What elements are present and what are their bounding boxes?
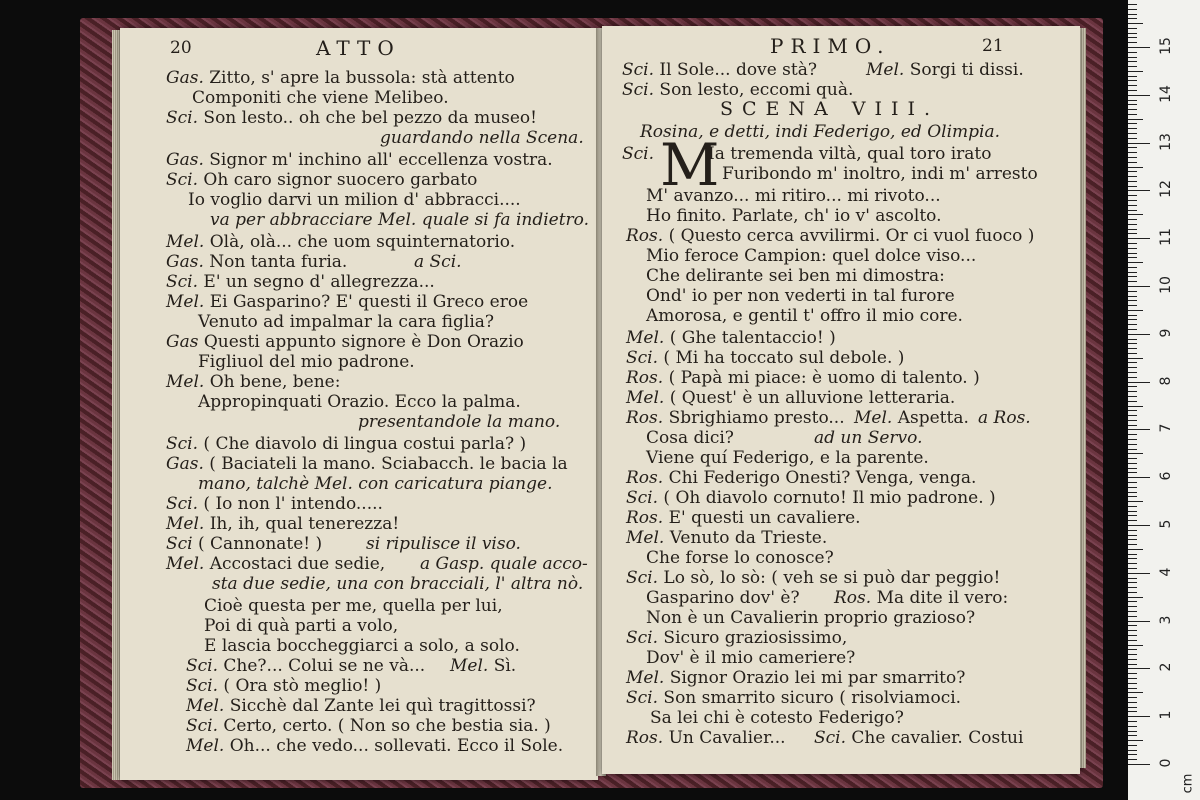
ruler-tick — [1128, 554, 1137, 555]
drop-cap: M — [660, 131, 720, 199]
text-line: Componiti che viene Melibeo. — [192, 88, 449, 108]
ruler-tick — [1128, 186, 1137, 187]
ruler-tick — [1128, 578, 1137, 579]
ruler-tick — [1128, 123, 1137, 124]
text-line: Figliuol del mio padrone. — [198, 352, 415, 372]
ruler-tick — [1128, 587, 1137, 588]
ruler-tick — [1128, 463, 1137, 464]
ruler-tick — [1128, 377, 1137, 378]
page-number: 20 — [170, 38, 192, 58]
ruler-tick — [1128, 707, 1137, 708]
ruler-tick — [1128, 205, 1137, 206]
text-line: Sci. ( Io non l' intendo..... — [166, 494, 383, 514]
ruler-tick — [1128, 482, 1137, 483]
ruler-tick — [1128, 511, 1137, 512]
ruler-number: 0 — [1158, 758, 1174, 768]
ruler-tick — [1128, 57, 1137, 58]
ruler-tick — [1128, 300, 1137, 301]
ruler-tick — [1128, 458, 1137, 459]
text-line: Ros. Chi Federigo Onesti? Venga, venga. — [626, 468, 977, 488]
right-page — [602, 26, 1080, 774]
ruler-tick — [1128, 143, 1150, 144]
text-line: Non è un Cavalierin proprio grazioso? — [646, 608, 976, 628]
ruler-tick — [1128, 496, 1137, 497]
ruler-number: 14 — [1158, 84, 1174, 103]
ruler-tick — [1128, 147, 1137, 148]
ruler-tick — [1128, 367, 1137, 368]
ruler-tick — [1128, 167, 1143, 168]
ruler-tick — [1128, 291, 1137, 292]
ruler-tick — [1128, 90, 1137, 91]
ruler-tick — [1128, 750, 1137, 751]
scene-title: SCENA VIII. — [720, 98, 940, 120]
ruler-tick — [1128, 759, 1137, 760]
ruler-tick — [1128, 162, 1137, 163]
text-line: Mel. Signor Orazio lei mi par smarrito? — [626, 668, 966, 688]
ruler-tick — [1128, 276, 1137, 277]
stage-direction: ad un Servo. — [814, 428, 923, 448]
ruler-tick — [1128, 453, 1143, 454]
text-line: Gas. Non tanta furia. — [166, 252, 348, 272]
ruler-tick — [1128, 487, 1137, 488]
ruler-tick — [1128, 472, 1137, 473]
ruler-unit: cm — [1180, 773, 1196, 794]
page-number: 21 — [982, 36, 1004, 56]
text-line: Ros. Un Cavalier... — [626, 728, 786, 748]
stage-direction: mano, talchè Mel. con caricatura piange. — [198, 474, 553, 494]
ruler-tick — [1128, 80, 1137, 81]
ruler-tick — [1128, 692, 1143, 693]
ruler-tick — [1128, 592, 1137, 593]
ruler-tick — [1128, 520, 1137, 521]
ruler-tick — [1128, 171, 1137, 172]
text-line: Sa lei chi è cotesto Federigo? — [650, 708, 904, 728]
ruler-tick — [1128, 257, 1137, 258]
text-line: Sci. Oh caro signor suocero garbato — [166, 170, 478, 190]
ruler-number: 1 — [1158, 710, 1174, 720]
ruler-tick — [1128, 353, 1137, 354]
ruler-tick — [1128, 28, 1137, 29]
ruler-tick — [1128, 219, 1137, 220]
ruler-tick — [1128, 9, 1137, 10]
text-line: Sci ( Cannonate! ) — [166, 534, 323, 554]
text-line: Sci. ( Ora stò meglio! ) — [186, 676, 382, 696]
text-line: Ho finito. Parlate, ch' io v' ascolto. — [646, 206, 942, 226]
text-line: Gas Questi appunto signore è Don Orazio — [166, 332, 524, 352]
ruler-tick — [1128, 764, 1150, 765]
text-line: Dov' è il mio cameriere? — [646, 648, 856, 668]
ruler-tick — [1128, 61, 1137, 62]
ruler-tick — [1128, 362, 1137, 363]
stage-direction: guardando nella Scena. — [380, 128, 584, 148]
ruler-number: 9 — [1158, 328, 1174, 338]
ruler-tick — [1128, 468, 1137, 469]
ruler-number: 2 — [1158, 662, 1174, 672]
ruler-number: 11 — [1158, 228, 1174, 247]
ruler-tick — [1128, 606, 1137, 607]
ruler-tick — [1128, 535, 1137, 536]
text-line: Venuto ad impalmar la cara figlia? — [198, 312, 495, 332]
text-line: Mel. ( Ghe talentaccio! ) — [626, 328, 836, 348]
text-line: Gas. Zitto, s' apre la bussola: stà attento — [166, 68, 515, 88]
ruler-tick — [1128, 616, 1137, 617]
text-line: Mel. ( Quest' è un alluvione letteraria. — [626, 388, 956, 408]
text-line: Sci. Il Sole... dove stà? — [622, 60, 817, 80]
text-line: Sci. E' un segno d' allegrezza... — [166, 272, 435, 292]
ruler-tick — [1128, 42, 1137, 43]
text-line: Mel. Sicchè dal Zante lei quì tragittossi? — [186, 696, 536, 716]
ruler-tick — [1128, 635, 1137, 636]
ruler-tick — [1128, 735, 1137, 736]
ruler-tick — [1128, 262, 1143, 263]
ruler-tick — [1128, 95, 1150, 96]
ruler-tick — [1128, 339, 1137, 340]
stage-direction: va per abbracciare Mel. quale si fa indietro. — [210, 210, 590, 230]
ruler-tick — [1128, 138, 1137, 139]
text-line: Mel. Accostaci due sedie, — [166, 554, 386, 574]
ruler-tick — [1128, 248, 1137, 249]
ruler-tick — [1128, 334, 1150, 335]
ruler-tick — [1128, 109, 1137, 110]
ruler-tick — [1128, 501, 1143, 502]
ruler-tick — [1128, 324, 1137, 325]
ruler-number: 12 — [1158, 180, 1174, 199]
ruler-tick — [1128, 114, 1137, 115]
ruler-tick — [1128, 582, 1137, 583]
ruler-tick — [1128, 673, 1137, 674]
ruler-tick — [1128, 85, 1137, 86]
ruler-tick — [1128, 243, 1137, 244]
text-line: Mel. Sorgi ti dissi. — [866, 60, 1024, 80]
left-page — [120, 28, 598, 780]
ruler-tick — [1128, 386, 1137, 387]
text-line: Ros. ( Papà mi piace: è uomo di talento. ) — [626, 368, 980, 388]
ruler-number: 13 — [1158, 132, 1174, 151]
ruler-tick — [1128, 754, 1137, 755]
stage-direction: a Gasp. quale acco- — [420, 554, 588, 574]
text-line: Ros. Sbrighiamo presto... — [626, 408, 845, 428]
text-line: Poi di quà parti a volo, — [204, 616, 399, 636]
ruler-tick — [1128, 630, 1137, 631]
text-line: Sci. Che?... Colui se ne và... — [186, 656, 426, 676]
stage-direction: presentandole la mano. — [358, 412, 561, 432]
text-line: Gas. ( Baciateli la mano. Sciabacch. le bacia la — [166, 454, 568, 474]
ruler-tick — [1128, 549, 1143, 550]
text-line: Sci. Son smarrito sicuro ( risolviamoci. — [626, 688, 962, 708]
ruler-tick — [1128, 740, 1143, 741]
ruler-tick — [1128, 664, 1137, 665]
ruler-tick — [1128, 597, 1143, 598]
ruler-tick — [1128, 37, 1137, 38]
ruler-tick — [1128, 224, 1137, 225]
ruler-tick — [1128, 444, 1137, 445]
ruler-number: 3 — [1158, 615, 1174, 625]
ruler-number: 6 — [1158, 471, 1174, 481]
ruler-tick — [1128, 621, 1150, 622]
ruler-tick — [1128, 310, 1143, 311]
ruler-tick — [1128, 563, 1137, 564]
ruler-tick — [1128, 640, 1137, 641]
ruler-tick — [1128, 401, 1137, 402]
ruler-tick — [1128, 176, 1137, 177]
text-line: Ros. ( Questo cerca avvilirmi. Or ci vuol fuoco ) — [626, 226, 1035, 246]
ruler-tick — [1128, 71, 1143, 72]
ruler-tick — [1128, 305, 1137, 306]
ruler-tick — [1128, 711, 1137, 712]
ruler-tick — [1128, 716, 1150, 717]
ruler-tick — [1128, 128, 1137, 129]
text-line: Sci. ( Mi ha toccato sul debole. ) — [626, 348, 905, 368]
ruler-tick — [1128, 23, 1143, 24]
text-line: Mel. Oh... che vedo... sollevati. Ecco il Sole. — [186, 736, 564, 756]
ruler-tick — [1128, 52, 1137, 53]
ruler-tick — [1128, 229, 1137, 230]
ruler-tick — [1128, 649, 1137, 650]
ruler-tick — [1128, 76, 1137, 77]
ruler-tick — [1128, 315, 1137, 316]
ruler-tick — [1128, 668, 1150, 669]
ruler-tick — [1128, 439, 1137, 440]
text-line: M' avanzo... mi ritiro... mi rivoto... — [646, 186, 941, 206]
running-head: ATTO — [316, 36, 401, 60]
ruler-tick — [1128, 391, 1137, 392]
ruler-tick — [1128, 544, 1137, 545]
ruler-tick — [1128, 420, 1137, 421]
ruler-number: 10 — [1158, 276, 1174, 294]
ruler-tick — [1128, 286, 1150, 287]
ruler-tick — [1128, 688, 1137, 689]
ruler-tick — [1128, 396, 1137, 397]
ruler-tick — [1128, 645, 1143, 646]
stage-direction: a Sci. — [414, 252, 462, 272]
text-line: E lascia boccheggiarci a solo, a solo. — [204, 636, 520, 656]
ruler-tick — [1128, 33, 1137, 34]
text-line: Mel. Aspetta. — [854, 408, 969, 428]
ruler-tick — [1128, 515, 1137, 516]
ruler-tick — [1128, 372, 1137, 373]
text-line: Cioè questa per me, quella per lui, — [204, 596, 503, 616]
text-line: Sci. Certo, certo. ( Non so che bestia sia. ) — [186, 716, 551, 736]
text-line: Che forse lo conosce? — [646, 548, 834, 568]
stage-direction: sta due sedie, una con bracciali, l' altra nò. — [212, 574, 584, 594]
text-line: Mel. Sì. — [450, 656, 517, 676]
ruler-tick — [1128, 343, 1137, 344]
text-line: Sci. ( Oh diavolo cornuto! Il mio padrone. ) — [626, 488, 996, 508]
ruler-tick — [1128, 539, 1137, 540]
ruler-tick — [1128, 425, 1137, 426]
ruler-tick — [1128, 601, 1137, 602]
ruler-tick — [1128, 449, 1137, 450]
ruler-tick — [1128, 296, 1137, 297]
measuring-ruler — [1128, 0, 1200, 800]
ruler-tick — [1128, 181, 1137, 182]
ruler-tick — [1128, 253, 1137, 254]
ruler-tick — [1128, 157, 1137, 158]
text-line: Appropinquati Orazio. Ecco la palma. — [198, 392, 521, 412]
text-line: Mel. Venuto da Trieste. — [626, 528, 828, 548]
ruler-tick — [1128, 210, 1137, 211]
text-line: Sci. Che cavalier. Costui — [814, 728, 1024, 748]
text-line: Mel. Olà, olà... che uom squinternatorio. — [166, 232, 516, 252]
ruler-tick — [1128, 702, 1137, 703]
ruler-tick — [1128, 18, 1137, 19]
ruler-tick — [1128, 654, 1137, 655]
ruler-tick — [1128, 200, 1137, 201]
ruler-tick — [1128, 348, 1137, 349]
ruler-tick — [1128, 47, 1150, 48]
text-line: Sci. Lo sò, lo sò: ( veh se si può dar peggio! — [626, 568, 1001, 588]
ruler-number: 4 — [1158, 567, 1174, 577]
ruler-tick — [1128, 568, 1137, 569]
text-line: Sci. Son lesto, eccomi quà. — [622, 80, 854, 100]
ruler-tick — [1128, 745, 1137, 746]
ruler-tick — [1128, 233, 1137, 234]
ruler-number: 8 — [1158, 376, 1174, 386]
text-line: Ros. Ma dite il vero: — [834, 588, 1009, 608]
ruler-number: 7 — [1158, 423, 1174, 433]
running-head: PRIMO. — [770, 34, 891, 58]
ruler-tick — [1128, 152, 1137, 153]
ruler-tick — [1128, 415, 1137, 416]
text-line: Mel. Ei Gasparino? E' questi il Greco eroe — [166, 292, 529, 312]
ruler-tick — [1128, 133, 1137, 134]
text-line: Mel. Oh bene, bene: — [166, 372, 341, 392]
ruler-tick — [1128, 530, 1137, 531]
text-line: Mel. Ih, ih, qual tenerezza! — [166, 514, 400, 534]
ruler-tick — [1128, 214, 1143, 215]
text-line: Ros. E' questi un cavaliere. — [626, 508, 861, 528]
ruler-tick — [1128, 721, 1137, 722]
ruler-tick — [1128, 573, 1150, 574]
text-line: Ond' io per non vederti in tal furore — [646, 286, 955, 306]
ruler-tick — [1128, 281, 1137, 282]
text-line: Sci. Son lesto.. oh che bel pezzo da museo! — [166, 108, 537, 128]
text-line: Gasparino dov' è? — [646, 588, 800, 608]
ruler-tick — [1128, 558, 1137, 559]
ruler-tick — [1128, 683, 1137, 684]
ruler-tick — [1128, 492, 1137, 493]
text-line: Sci. Sicuro graziosissimo, — [626, 628, 848, 648]
text-line: Viene quí Federigo, e la parente. — [646, 448, 929, 468]
scene-cast: Rosina, e detti, indi Federigo, ed Olimpia. — [640, 122, 1001, 142]
ruler-tick — [1128, 104, 1137, 105]
ruler-tick — [1128, 319, 1137, 320]
ruler-tick — [1128, 625, 1137, 626]
ruler-tick — [1128, 382, 1150, 383]
ruler-tick — [1128, 506, 1137, 507]
text-line: Mio feroce Campion: quel dolce viso... — [646, 246, 977, 266]
ruler-tick — [1128, 272, 1137, 273]
ruler-tick — [1128, 14, 1137, 15]
text-line: Gas. Signor m' inchino all' eccellenza vostra. — [166, 150, 553, 170]
text-line: Cosa dici? — [646, 428, 734, 448]
ruler-tick — [1128, 66, 1137, 67]
text-line: Sci. ( Che diavolo di lingua costui parla? ) — [166, 434, 527, 454]
ruler-tick — [1128, 697, 1137, 698]
ruler-tick — [1128, 525, 1150, 526]
ruler-tick — [1128, 238, 1150, 239]
ruler-tick — [1128, 659, 1137, 660]
ruler-tick — [1128, 4, 1137, 5]
ruler-tick — [1128, 190, 1150, 191]
ruler-tick — [1128, 195, 1137, 196]
text-line: Furibondo m' inoltro, indi m' arresto — [722, 164, 1038, 184]
text-line: Sci. — [622, 144, 655, 164]
ruler-tick — [1128, 429, 1150, 430]
ruler-tick — [1128, 731, 1137, 732]
ruler-tick — [1128, 267, 1137, 268]
ruler-tick — [1128, 477, 1150, 478]
ruler-tick — [1128, 100, 1137, 101]
ruler-tick — [1128, 329, 1137, 330]
ruler-tick — [1128, 358, 1143, 359]
ruler-number: 15 — [1158, 37, 1174, 55]
ruler-tick — [1128, 119, 1143, 120]
ruler-tick — [1128, 406, 1143, 407]
text-line: Amorosa, e gentil t' offro il mio core. — [646, 306, 963, 326]
ruler-tick — [1128, 611, 1137, 612]
ruler-number: 5 — [1158, 519, 1174, 529]
ruler-tick — [1128, 726, 1137, 727]
stage-direction: a Ros. — [978, 408, 1031, 428]
text-line: Che delirante sei ben mi dimostra: — [646, 266, 945, 286]
text-line: Io voglio darvi un milion d' abbracci.... — [188, 190, 521, 210]
stage-direction: si ripulisce il viso. — [366, 534, 521, 554]
ruler-tick — [1128, 410, 1137, 411]
ruler-tick — [1128, 434, 1137, 435]
ruler-tick — [1128, 678, 1137, 679]
text-line: Ia tremenda viltà, qual toro irato — [708, 144, 992, 164]
